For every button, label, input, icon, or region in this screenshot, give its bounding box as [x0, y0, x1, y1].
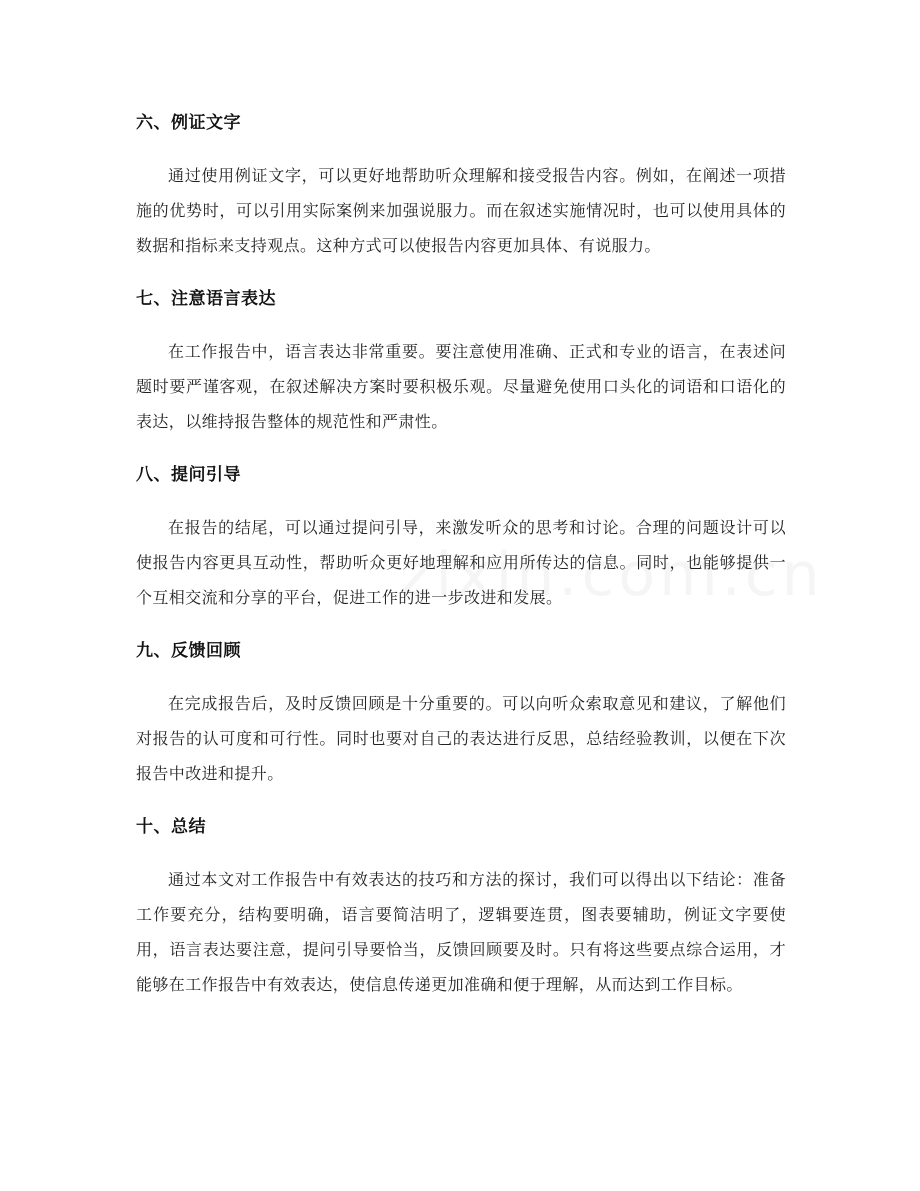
section-heading: 十、总结	[136, 817, 206, 837]
section-6	[136, 105, 786, 263]
section-9	[136, 633, 786, 791]
section-heading: 八、提问引导	[136, 465, 241, 485]
section-paragraph: 在工作报告中，语言表达非常重要。要注意使用准确、正式和专业的语言，在表述问题时要严谨客观，在叙述解决方案时要积极乐观。尽量避免使用口头化的词语和口语化的表达，以维持报告整体的规范性和严肃性。	[136, 342, 786, 431]
section-heading: 九、反馈回顾	[136, 641, 241, 661]
document-content	[136, 105, 786, 1020]
section-10	[136, 809, 786, 1002]
section-heading: 七、注意语言表达	[136, 289, 276, 309]
section-paragraph: 通过使用例证文字，可以更好地帮助听众理解和接受报告内容。例如，在阐述一项措施的优势时，可以引用实际案例来加强说服力。而在叙述实施情况时，也可以使用具体的数据和指标来支持观点。这种方式可以使报告内容更加具体、有说服力。	[136, 166, 786, 255]
section-paragraph: 通过本文对工作报告中有效表达的技巧和方法的探讨，我们可以得出以下结论：准备工作要充分，结构要明确，语言要简洁明了，逻辑要连贯，图表要辅助，例证文字要使用，语言表达要注意，提问引导要恰当，反馈回顾要及时。只有将这些要点综合运用，才能够在工作报告中有效表达，使信息传递更加准确和便于理解，从而达到工作目标。	[136, 870, 786, 994]
section-heading: 六、例证文字	[136, 113, 241, 133]
section-7	[136, 281, 786, 439]
section-paragraph: 在完成报告后，及时反馈回顾是十分重要的。可以向听众索取意见和建议，了解他们对报告的认可度和可行性。同时也要对自己的表达进行反思，总结经验教训，以便在下次报告中改进和提升。	[136, 694, 786, 783]
section-paragraph: 在报告的结尾，可以通过提问引导，来激发听众的思考和讨论。合理的问题设计可以使报告内容更具互动性，帮助听众更好地理解和应用所传达的信息。同时，也能够提供一个互相交流和分享的平台，促进工作的进一步改进和发展。	[136, 518, 786, 607]
section-8	[136, 457, 786, 615]
